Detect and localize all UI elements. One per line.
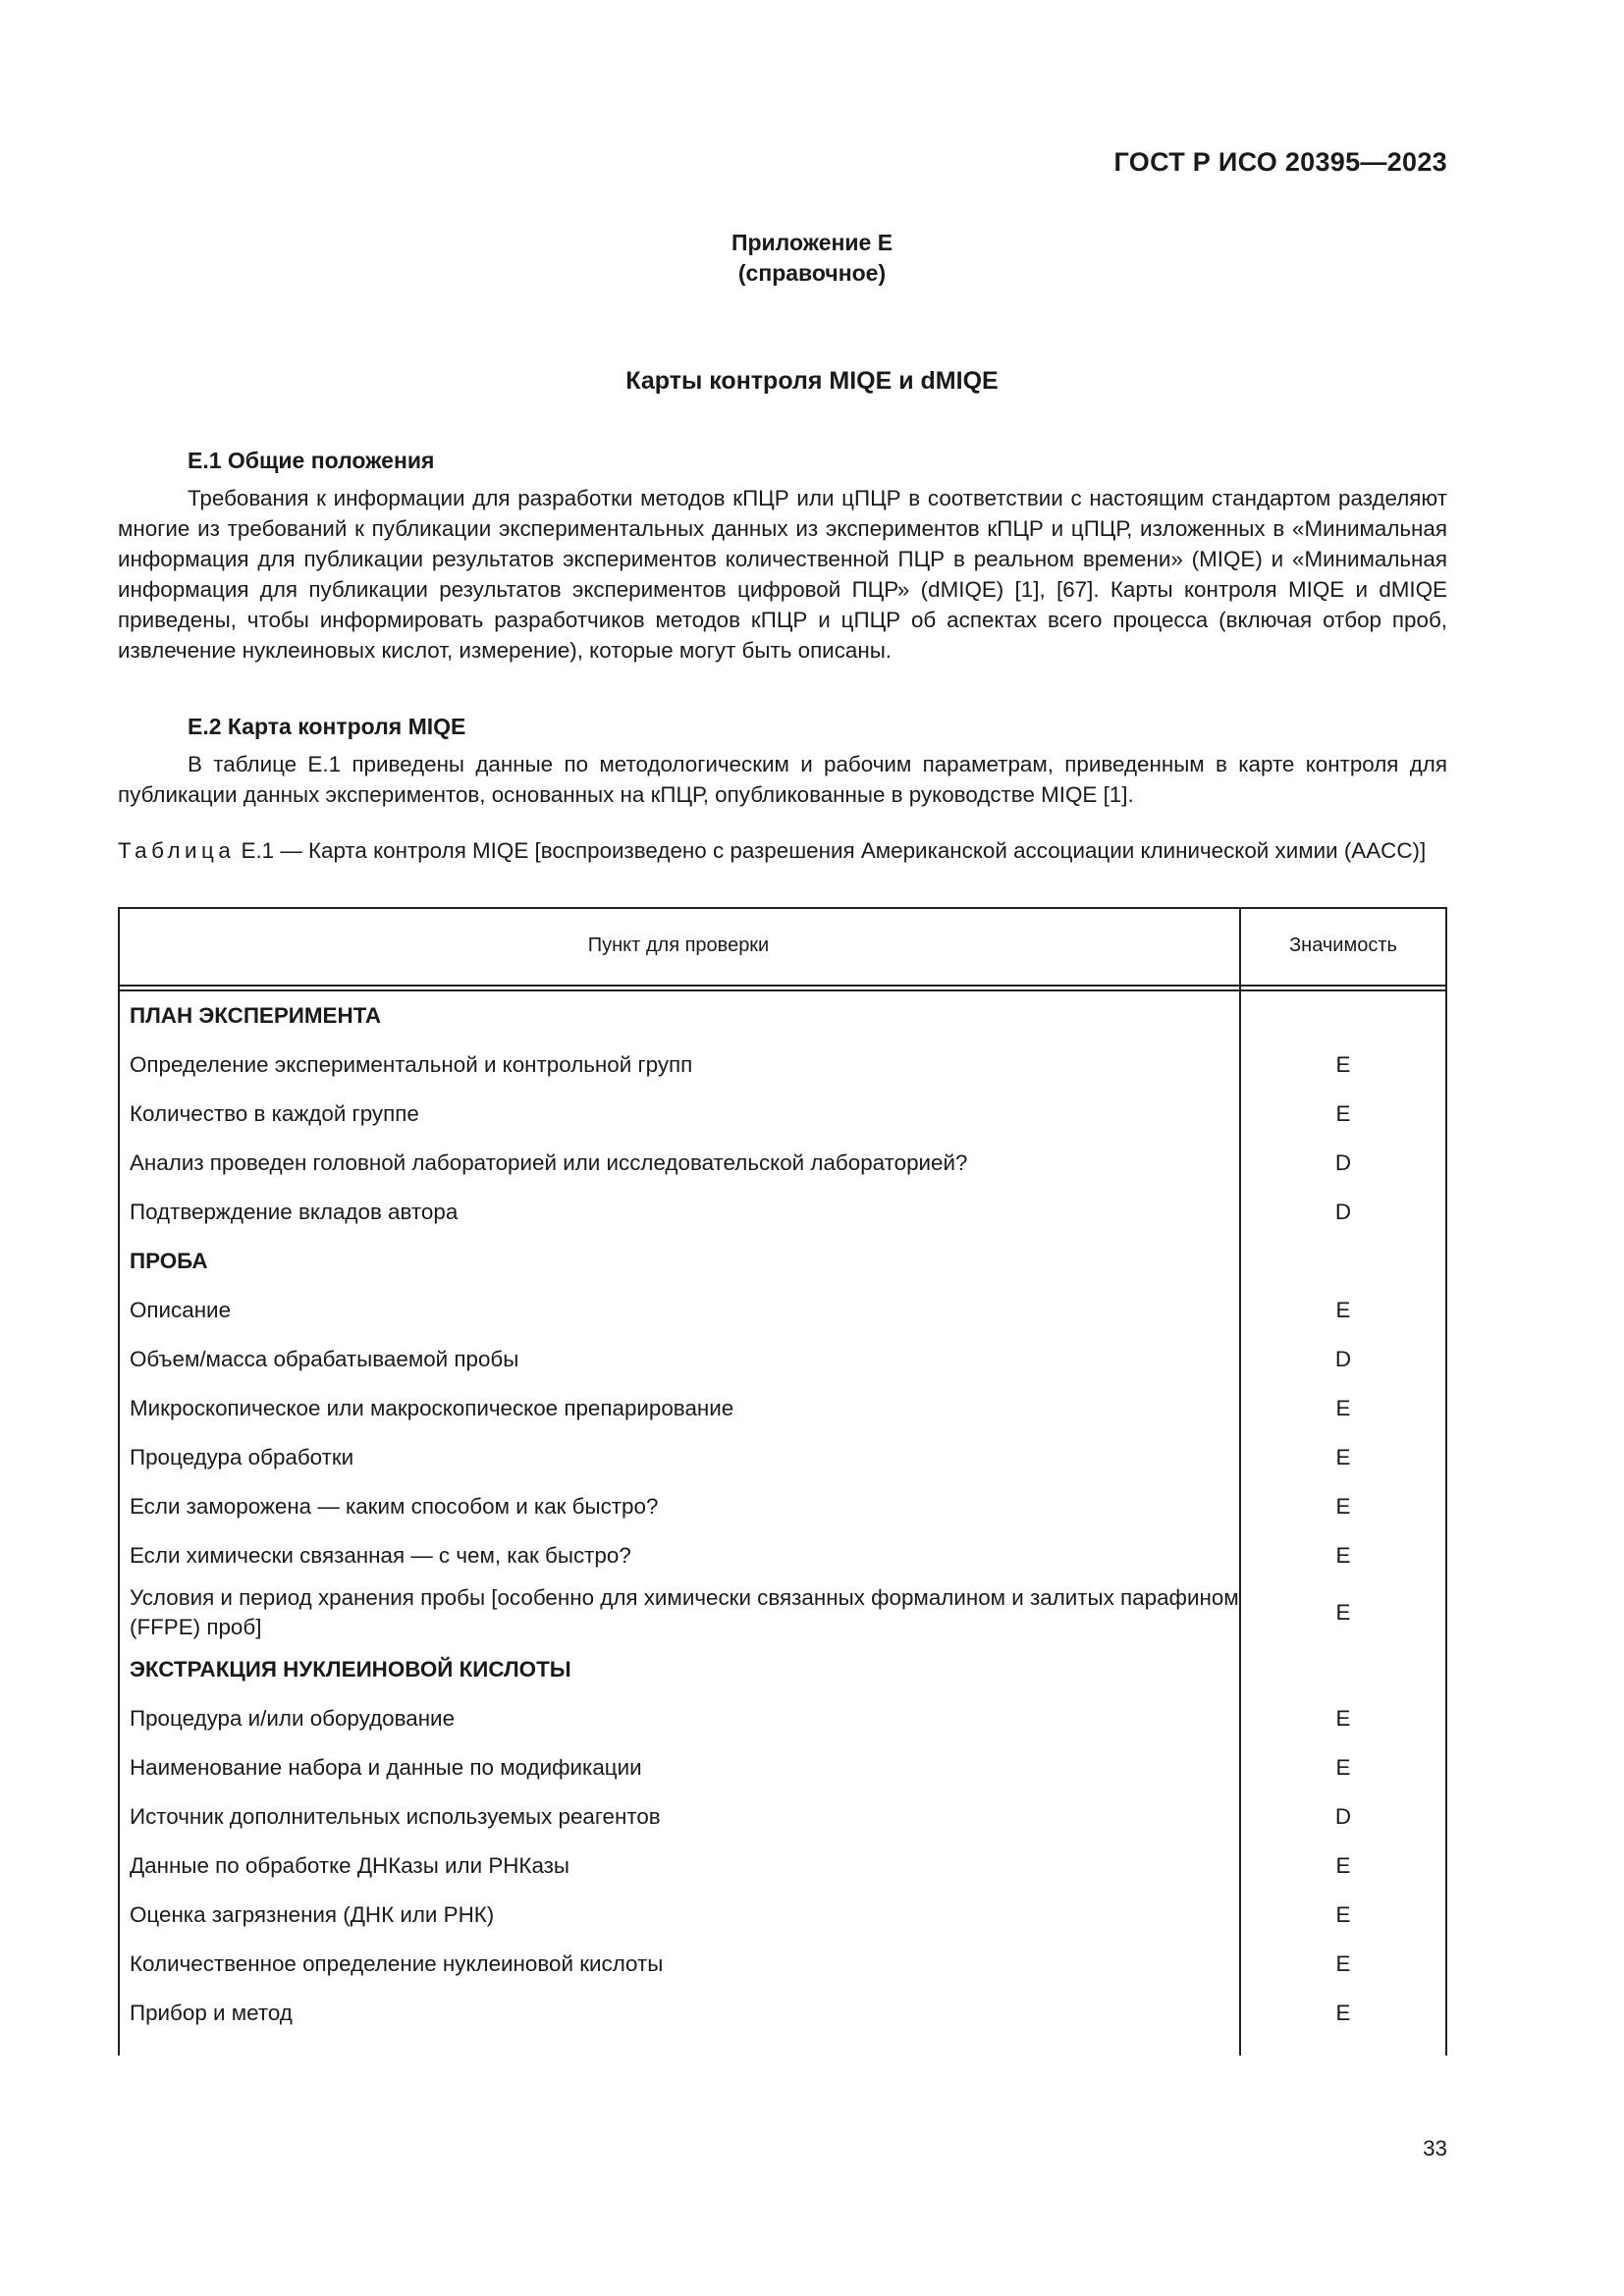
table-section-title: ЭКСТРАКЦИЯ НУКЛЕИНОВОЙ КИСЛОТЫ [130, 1657, 571, 1682]
table-section-row [118, 1645, 1447, 1694]
table-row [118, 1041, 1447, 1090]
table-row [118, 1188, 1447, 1237]
significance-value: E [1335, 1543, 1351, 1568]
table-row [118, 1743, 1447, 1792]
annex-type: (справочное) [737, 260, 887, 286]
checklist-item: Источник дополнительных используемых реагентов [130, 1804, 661, 1829]
table-row [118, 1792, 1447, 1842]
table-caption [118, 836, 1447, 865]
significance-value: E [1335, 1101, 1351, 1126]
document-code: ГОСТ Р ИСО 20395—2023 [1113, 147, 1447, 177]
table-row [118, 1090, 1447, 1139]
annex-label: Приложение Е [731, 230, 893, 255]
checklist-item: Прибор и метод [130, 2001, 293, 2025]
significance-value: E [1335, 1396, 1351, 1420]
checklist-item: Количественное определение нуклеиновой кислоты [130, 1951, 664, 1976]
significance-value: E [1335, 1052, 1351, 1077]
significance-value: D [1334, 1200, 1352, 1224]
checklist-item: Если химически связанная — с чем, как быстро? [130, 1543, 631, 1568]
checklist-item: Процедура обработки [130, 1445, 354, 1469]
significance-value: E [1335, 1755, 1351, 1780]
table-top-border [118, 907, 1447, 909]
table-row [118, 1384, 1447, 1433]
significance-value: E [1335, 1494, 1351, 1519]
table-row [118, 1139, 1447, 1188]
table-caption-text: Е.1 — Карта контроля MIQE [воспроизведено с разрешения Американской ассоциации клинической химии (AACC)] [235, 838, 1427, 863]
annex-heading [0, 228, 1624, 289]
section-e1-paragraph: Требования к информации для разработки методов кПЦР или цПЦР в соответствии с настоящим стандартом разделяют многие из требований к публикации экспериментальных данных из экспериментов кПЦР и цПЦР, изложенных в «Минимальная информация для публикации результатов экспериментов количественной ПЦР в реальном времени» (MIQE) и «Минимальная информация для публикации результатов экспериментов цифровой ПЦР» (dMIQE) [1], [67]. Карты контроля MIQE и dMIQE приведены, чтобы информировать разработчиков методов кПЦР и цПЦР об аспектах всего процесса (включая отбор проб, извлечение нуклеиновых кислот, измерение), которые могут быть описаны. [118, 486, 1447, 663]
column-header-item: Пункт для проверки [587, 934, 770, 956]
table-body [118, 991, 1447, 2038]
significance-value: E [1335, 1951, 1351, 1976]
table-header-border [118, 985, 1447, 987]
checklist-item: Оценка загрязнения (ДНК или РНК) [130, 1902, 495, 1927]
table-row [118, 1989, 1447, 2038]
checklist-item: Объем/масса обрабатываемой пробы [130, 1347, 519, 1371]
table-row [118, 1940, 1447, 1989]
table-row [118, 1286, 1447, 1335]
checklist-item: Данные по обработке ДНКазы или РНКазы [130, 1853, 570, 1878]
table-section-title: ПЛАН ЭКСПЕРИМЕНТА [130, 1003, 382, 1028]
page-number: 33 [1423, 2136, 1447, 2161]
table-row [118, 1433, 1447, 1482]
miqe-checklist-table [118, 907, 1447, 2056]
table-section-row [118, 991, 1447, 1041]
checklist-item: Процедура и/или оборудование [130, 1706, 456, 1731]
table-row [118, 1531, 1447, 1580]
significance-value: E [1335, 1706, 1351, 1731]
table-row [118, 1482, 1447, 1531]
section-e2-heading: Е.2 Карта контроля MIQE [188, 714, 466, 739]
table-row [118, 1891, 1447, 1940]
checklist-item: Описание [130, 1298, 232, 1322]
significance-value: E [1335, 1298, 1351, 1322]
checklist-item: Подтверждение вкладов автора [130, 1200, 459, 1224]
significance-value: E [1335, 1853, 1351, 1878]
table-row [118, 1335, 1447, 1384]
checklist-item: Наименование набора и данные по модификации [130, 1755, 642, 1780]
checklist-item: Микроскопическое или макроскопическое препарирование [130, 1396, 734, 1420]
checklist-item: Условия и период хранения пробы [особенно для химически связанных формалином и залитых парафином (FFPE) проб] [130, 1585, 1239, 1639]
significance-value: E [1335, 1600, 1351, 1625]
significance-value: D [1334, 1804, 1352, 1829]
checklist-item: Анализ проведен головной лабораторией или исследовательской лабораторией? [130, 1150, 968, 1175]
significance-value: E [1335, 1445, 1351, 1469]
table-row [118, 1694, 1447, 1743]
significance-value: D [1334, 1347, 1352, 1371]
significance-value: E [1335, 2001, 1351, 2025]
table-section-title: ПРОБА [130, 1249, 208, 1273]
table-row [118, 1580, 1447, 1645]
table-section-row [118, 1237, 1447, 1286]
significance-value: E [1335, 1902, 1351, 1927]
section-e1-heading: Е.1 Общие положения [188, 448, 435, 473]
column-header-significance: Значимость [1289, 934, 1397, 956]
table-row [118, 1842, 1447, 1891]
checklist-item: Количество в каждой группе [130, 1101, 419, 1126]
table-caption-label: Таблица [118, 838, 236, 863]
section-e2-paragraph: В таблице Е.1 приведены данные по методологическим и рабочим параметрам, приведенным в карте контроля для публикации данных экспериментов, основанных на кПЦР, опубликованные в руководстве MIQE [1]. [118, 752, 1447, 807]
checklist-item: Определение экспериментальной и контрольной групп [130, 1052, 693, 1077]
annex-title: Карты контроля MIQE и dMIQE [625, 367, 999, 395]
significance-value: D [1334, 1150, 1352, 1175]
checklist-item: Если заморожена — каким способом и как быстро? [130, 1494, 659, 1519]
